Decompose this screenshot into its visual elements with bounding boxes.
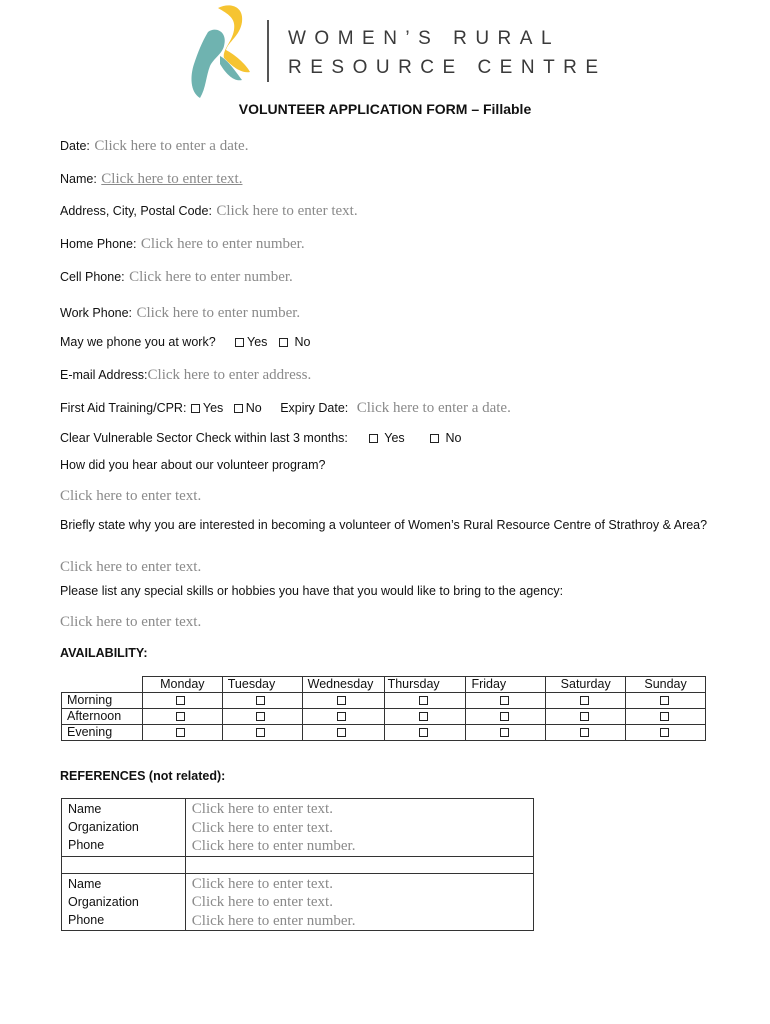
checkbox-icon[interactable] [234, 404, 243, 413]
checkbox-icon[interactable] [279, 338, 288, 347]
ref-1-name-input[interactable]: Click here to enter text. [191, 801, 333, 817]
date-row [60, 137, 248, 155]
first-aid-row [60, 399, 511, 417]
checkbox-icon[interactable] [337, 728, 346, 737]
email-row [60, 366, 311, 384]
checkbox-icon[interactable] [660, 728, 669, 737]
first-aid-yes-option[interactable] [191, 401, 223, 415]
work-phone-row [60, 304, 300, 322]
cell-phone-row [60, 268, 293, 286]
cell-phone-input[interactable]: Click here to enter number. [129, 269, 293, 285]
name-label: Name: [60, 172, 97, 186]
home-phone-row [60, 235, 305, 253]
no-label: No [294, 335, 311, 349]
ref-name-label: Name [68, 876, 102, 891]
vsc-label: Clear Vulnerable Sector Check within last 3 months: [60, 431, 348, 445]
logo-line-2: RESOURCE CENTRE [288, 57, 607, 78]
home-phone-label: Home Phone: [60, 237, 137, 251]
day-header: Saturday [546, 677, 626, 693]
checkbox-icon[interactable] [500, 728, 509, 737]
checkbox-icon[interactable] [256, 712, 265, 721]
name-row [60, 170, 242, 188]
checkbox-icon[interactable] [419, 728, 428, 737]
ref-2-phone-input[interactable]: Click here to enter number. [191, 912, 356, 929]
checkbox-icon[interactable] [235, 338, 244, 347]
ref-phone-label: Phone [68, 838, 105, 852]
work-phone-label: Work Phone: [60, 306, 133, 320]
day-header: Thursday [384, 677, 466, 693]
availability-header-row [62, 677, 706, 693]
expiry-date-input[interactable]: Click here to enter a date. [356, 400, 511, 416]
checkbox-icon[interactable] [580, 696, 589, 705]
logo-mark-icon [180, 2, 260, 100]
corner-cell [62, 677, 143, 693]
checkbox-icon[interactable] [660, 712, 669, 721]
ref-phone-label: Phone [68, 912, 105, 927]
slot-label: Morning [62, 693, 143, 709]
date-label: Date: [60, 139, 90, 153]
checkbox-icon[interactable] [580, 712, 589, 721]
availability-heading: AVAILABILITY: [60, 646, 148, 660]
ref-2-org-input[interactable]: Click here to enter text. [191, 894, 333, 910]
checkbox-icon[interactable] [176, 712, 185, 721]
reference-2-block [62, 873, 534, 931]
phone-at-work-question: May we phone you at work? [60, 335, 216, 349]
day-header: Sunday [626, 677, 706, 693]
expiry-label: Expiry Date: [280, 401, 349, 415]
availability-row-evening [62, 725, 706, 741]
logo [180, 2, 607, 102]
no-label: No [445, 431, 462, 445]
references-heading: REFERENCES (not related): [60, 769, 226, 783]
checkbox-icon[interactable] [369, 434, 378, 443]
address-row [60, 202, 358, 220]
ref-org-label: Organization [68, 820, 139, 834]
availability-row-morning [62, 693, 706, 709]
checkbox-icon[interactable] [660, 696, 669, 705]
day-header: Wednesday [302, 677, 384, 693]
references-table [61, 798, 534, 931]
ref-1-org-input[interactable]: Click here to enter text. [191, 819, 333, 836]
checkbox-icon[interactable] [337, 696, 346, 705]
checkbox-icon[interactable] [176, 728, 185, 737]
first-aid-no-option[interactable] [234, 401, 262, 415]
day-header: Tuesday [222, 677, 302, 693]
vsc-yes-option[interactable] [369, 431, 405, 445]
yes-label: Yes [202, 401, 224, 415]
why-question: Briefly state why you are interested in becoming a volunteer of Women’s Rural Resource Centre of Strathroy & Area? [60, 518, 708, 532]
day-header: Friday [466, 677, 546, 693]
availability-table [61, 676, 706, 741]
email-input[interactable]: Click here to enter address. [147, 367, 312, 383]
ref-1-phone-input[interactable]: Click here to enter number. [191, 838, 356, 854]
address-input[interactable]: Click here to enter text. [216, 203, 358, 219]
checkbox-icon[interactable] [337, 712, 346, 721]
cell-phone-label: Cell Phone: [60, 270, 125, 284]
vsc-no-option[interactable] [430, 431, 461, 445]
home-phone-input[interactable]: Click here to enter number. [140, 236, 305, 252]
logo-line-1: WOMEN’S RURAL [288, 28, 561, 49]
checkbox-icon[interactable] [419, 712, 428, 721]
first-aid-label: First Aid Training/CPR: [60, 401, 187, 415]
hear-input[interactable]: Click here to enter text. [60, 488, 202, 504]
yes-label: Yes [384, 431, 405, 445]
phone-at-work-yes-option[interactable] [235, 335, 267, 349]
address-label: Address, City, Postal Code: [60, 204, 212, 218]
availability-row-afternoon [62, 709, 706, 725]
checkbox-icon[interactable] [580, 728, 589, 737]
hear-question: How did you hear about our volunteer program? [60, 458, 326, 472]
work-phone-input[interactable]: Click here to enter number. [136, 305, 301, 321]
ref-name-label: Name [68, 802, 102, 816]
ref-org-label: Organization [68, 894, 139, 909]
checkbox-icon[interactable] [500, 696, 509, 705]
reference-spacer-row [62, 856, 534, 873]
slot-label: Evening [62, 725, 143, 741]
phone-at-work-no-option[interactable] [279, 335, 310, 349]
logo-divider [267, 20, 269, 82]
name-input[interactable]: Click here to enter text. [101, 171, 243, 187]
skills-question: Please list any special skills or hobbies you have that you would like to bring to the agency: [60, 584, 564, 598]
email-label: E-mail Address: [60, 368, 148, 382]
checkbox-icon[interactable] [256, 696, 265, 705]
no-label: No [245, 401, 262, 415]
form-title: VOLUNTEER APPLICATION FORM – Fillable [238, 101, 532, 117]
ref-2-name-input[interactable]: Click here to enter text. [191, 875, 333, 892]
checkbox-icon[interactable] [430, 434, 439, 443]
checkbox-icon[interactable] [176, 696, 185, 705]
skills-input[interactable]: Click here to enter text. [60, 614, 202, 630]
checkbox-icon[interactable] [191, 404, 200, 413]
day-header: Monday [142, 677, 222, 693]
checkbox-icon[interactable] [500, 712, 509, 721]
checkbox-icon[interactable] [256, 728, 265, 737]
reference-1-block [62, 799, 534, 857]
checkbox-icon[interactable] [419, 696, 428, 705]
slot-label: Afternoon [62, 709, 143, 725]
why-input[interactable]: Click here to enter text. [60, 559, 202, 575]
yes-label: Yes [247, 335, 268, 349]
date-input[interactable]: Click here to enter a date. [94, 138, 249, 154]
